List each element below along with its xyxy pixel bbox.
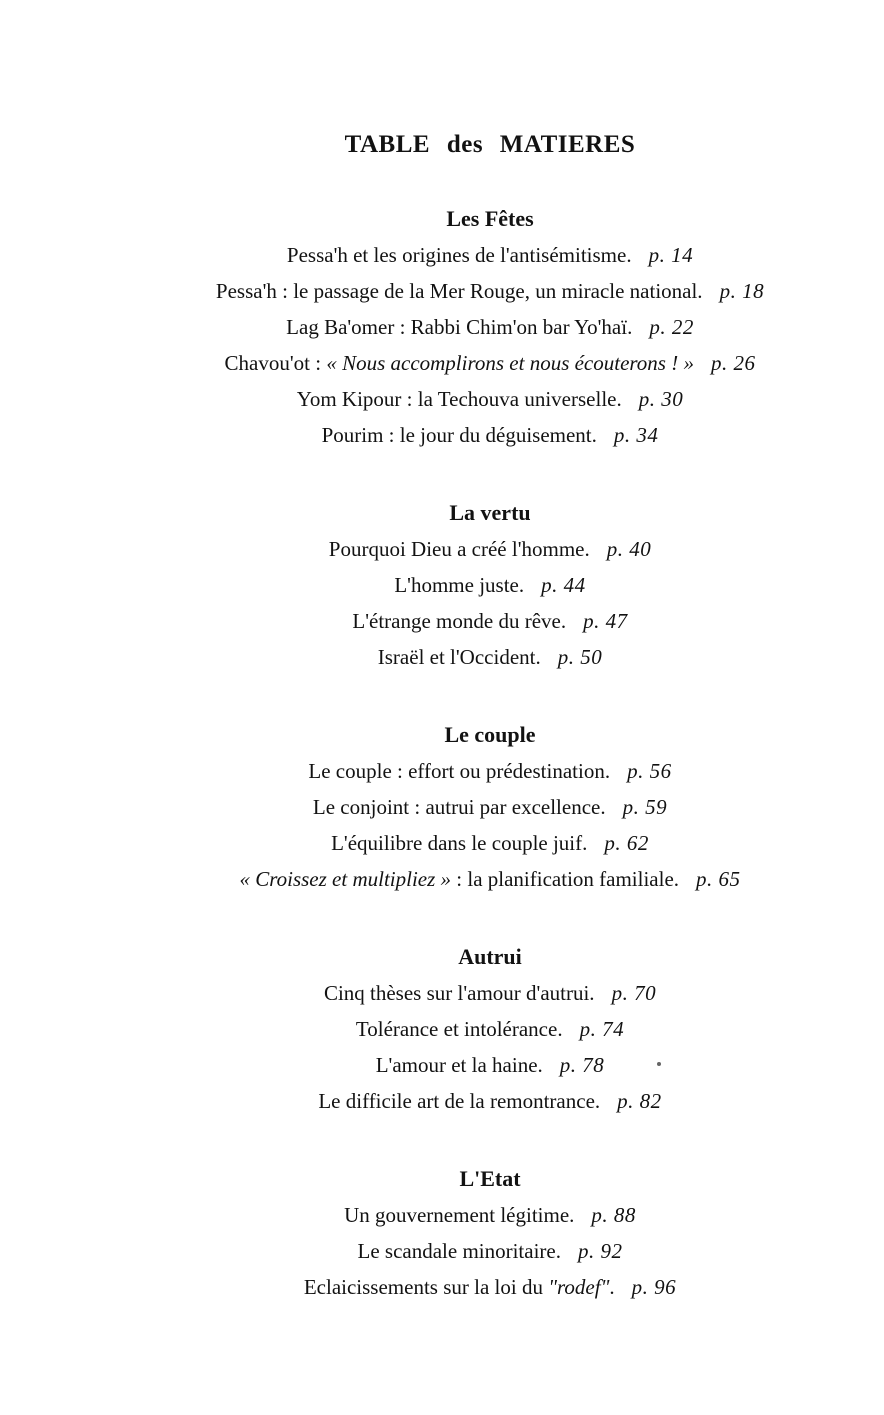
toc-entry <box>96 381 884 417</box>
entry-title-segment: Pessa'h et les origines de l'antisémitisme. <box>286 243 632 267</box>
entry-title <box>225 351 694 375</box>
toc-entry <box>96 1083 884 1119</box>
toc-entry <box>96 531 884 567</box>
toc-entry <box>96 273 884 309</box>
section-heading: La vertu <box>449 500 531 525</box>
page-ref: p. 30 <box>638 387 684 411</box>
toc-section <box>96 1160 884 1305</box>
entry-title <box>287 243 632 267</box>
entry-title-segment: Le scandale minoritaire. <box>357 1239 561 1263</box>
entry-title <box>297 387 622 411</box>
entry-title-segment: Pourquoi Dieu a créé l'homme. <box>328 537 590 561</box>
page-ref: p. 50 <box>557 645 603 669</box>
toc-entry <box>96 825 884 861</box>
entry-title-segment: . <box>609 1275 615 1299</box>
page-ref: p. 14 <box>648 243 694 267</box>
entry-title-segment: Pourim : le jour du déguisement. <box>321 423 597 447</box>
toc-entry <box>96 417 884 453</box>
entry-title-segment: Le conjoint : autrui par excellence. <box>312 795 606 819</box>
entry-title <box>308 759 610 783</box>
toc-entry <box>96 1197 884 1233</box>
toc-entry <box>96 639 884 675</box>
entry-title-segment: Eclaicissements sur la loi du <box>303 1275 549 1299</box>
toc-entry <box>96 309 884 345</box>
toc-sections <box>96 200 884 1305</box>
toc-entry <box>96 1047 884 1083</box>
entry-title <box>394 573 524 597</box>
entry-title-segment: Le difficile art de la remontrance. <box>318 1089 601 1113</box>
entry-title-segment: Un gouvernement légitime. <box>344 1203 575 1227</box>
entry-title <box>322 423 597 447</box>
toc-entry <box>96 603 884 639</box>
entry-title-segment: Cinq thèses sur l'amour d'autrui. <box>323 981 595 1005</box>
entry-title <box>216 279 703 303</box>
page-ref: p. 40 <box>606 537 652 561</box>
page-ref: p. 18 <box>719 279 765 303</box>
toc-entry <box>96 567 884 603</box>
toc-section <box>96 938 884 1119</box>
entry-title-segment: Le couple : effort ou prédestination. <box>308 759 611 783</box>
page-ref: p. 22 <box>649 315 694 339</box>
entry-title-segment: Israël et l'Occident. <box>377 645 541 669</box>
entry-title <box>324 981 595 1005</box>
page-ref: p. 56 <box>627 759 672 783</box>
page-ref: p. 44 <box>541 573 586 597</box>
toc-entry <box>96 1233 884 1269</box>
entry-title <box>239 867 679 891</box>
entry-title-segment: Tolérance et intolérance. <box>355 1017 563 1041</box>
entry-title-segment: Chavou'ot : <box>224 351 327 375</box>
toc-entry <box>96 753 884 789</box>
page-ref: p. 96 <box>631 1275 677 1299</box>
toc-entry <box>96 1011 884 1047</box>
page-ref: p. 34 <box>613 423 659 447</box>
page-ref: p. 70 <box>611 981 657 1005</box>
page-ref: p. 59 <box>622 795 668 819</box>
toc-entry <box>96 237 884 273</box>
entry-title-segment: "rodef" <box>548 1275 610 1299</box>
page-title: TABLE des MATIERES <box>344 131 636 158</box>
entry-title <box>378 645 541 669</box>
entry-title-segment: « Croissez et multipliez » <box>239 867 452 891</box>
entry-title-segment: L'homme juste. <box>394 573 525 597</box>
entry-title <box>313 795 606 819</box>
entry-title <box>358 1239 562 1263</box>
page-ref: p. 78 <box>559 1053 605 1077</box>
section-heading: Les Fêtes <box>446 206 534 231</box>
entry-title-segment: « Nous accomplirons et nous écouterons ! » <box>326 351 694 375</box>
entry-title-segment: L'équilibre dans le couple juif. <box>331 831 588 855</box>
scan-speck-artifact <box>657 1062 661 1066</box>
page-ref: p. 88 <box>591 1203 636 1227</box>
section-heading: Autrui <box>458 944 522 969</box>
entry-title-segment: L'amour et la haine. <box>375 1053 543 1077</box>
page-ref: p. 82 <box>617 1089 662 1113</box>
entry-title-segment: L'étrange monde du rêve. <box>352 609 567 633</box>
toc-entry <box>96 345 884 381</box>
toc-entry <box>96 1269 884 1305</box>
toc-entry <box>96 789 884 825</box>
entry-title <box>331 831 587 855</box>
page-ref: p. 47 <box>583 609 628 633</box>
entry-title-segment: Lag Ba'omer : Rabbi Chim'on bar Yo'haï. <box>286 315 633 339</box>
toc-section <box>96 494 884 675</box>
entry-title <box>376 1053 543 1077</box>
section-heading: Le couple <box>444 722 536 747</box>
entry-title <box>304 1275 615 1299</box>
toc-content <box>96 0 884 1305</box>
entry-title <box>318 1089 600 1113</box>
entry-title <box>329 537 590 561</box>
toc-entry <box>96 861 884 897</box>
page-ref: p. 62 <box>604 831 649 855</box>
toc-entry <box>96 975 884 1011</box>
page-ref: p. 26 <box>710 351 756 375</box>
section-heading: L'Etat <box>459 1166 521 1191</box>
entry-title <box>286 315 632 339</box>
entry-title <box>344 1203 574 1227</box>
entry-title <box>352 609 566 633</box>
page-ref: p. 92 <box>578 1239 623 1263</box>
page-ref: p. 65 <box>696 867 741 891</box>
toc-section <box>96 716 884 897</box>
entry-title <box>356 1017 563 1041</box>
entry-title-segment: : la planification familiale. <box>451 867 680 891</box>
entry-title-segment: Pessa'h : le passage de la Mer Rouge, un miracle national. <box>215 279 703 303</box>
page-ref: p. 74 <box>579 1017 625 1041</box>
entry-title-segment: Yom Kipour : la Techouva universelle. <box>296 387 622 411</box>
toc-section <box>96 200 884 453</box>
